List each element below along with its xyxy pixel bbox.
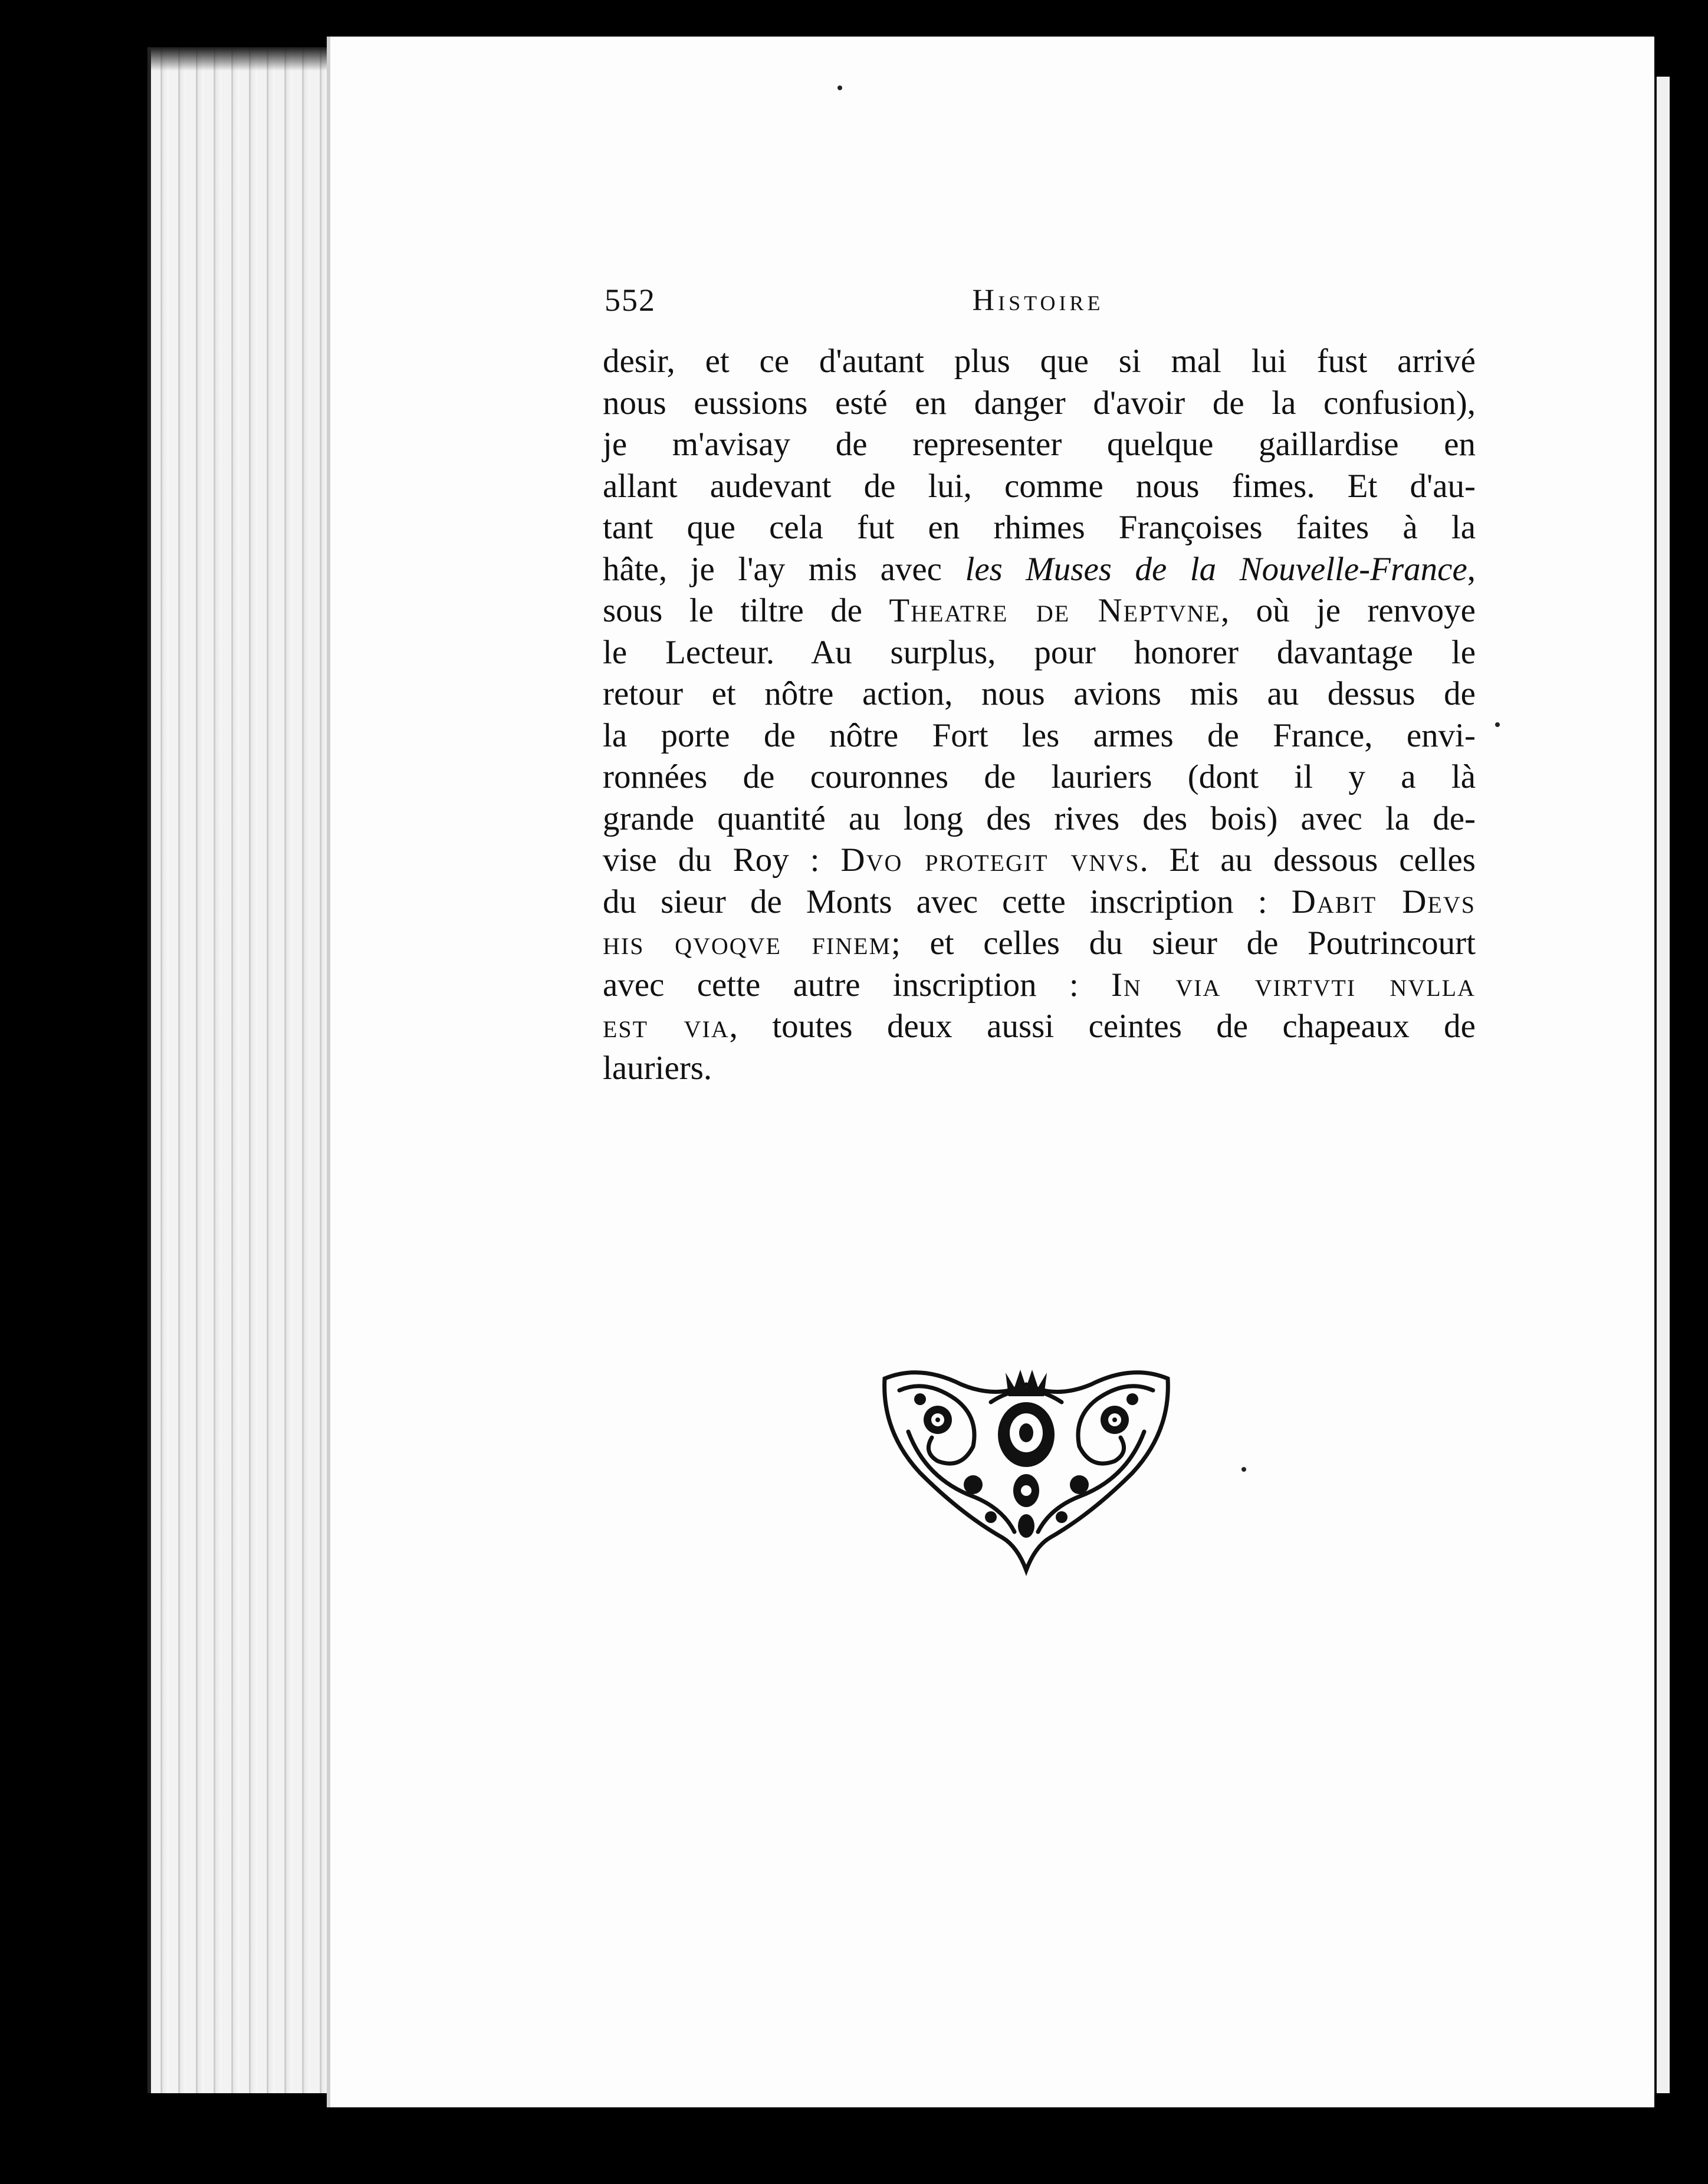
small-caps-inscription: his qvoqve finem (603, 925, 892, 962)
text-line (603, 673, 1476, 715)
small-caps-inscription: est via (603, 1008, 730, 1045)
text-segment: , où je renvoye (1220, 592, 1476, 629)
text-line (603, 507, 1476, 549)
text-line (603, 424, 1476, 466)
baroque-tailpiece-ornament-icon (873, 1367, 1180, 1579)
italic-title: les Muses de la Nouvelle-France (965, 550, 1467, 588)
text-segment: nous eussions esté en danger d'avoir de la confusion), (603, 384, 1476, 422)
scan-speck (1241, 1467, 1246, 1472)
text-segment: , toutes deux aussi ceintes de chapeaux de (729, 1008, 1476, 1045)
text-segment: le Lecteur. Au surplus, pour honorer davantage le (603, 633, 1476, 671)
text-line (603, 383, 1476, 425)
text-segment: lauriers. (603, 1049, 712, 1087)
text-line (603, 923, 1476, 965)
scan-speck (1495, 722, 1500, 727)
text-segment: ronnées de couronnes de lauriers (dont il y a là (603, 758, 1476, 795)
small-caps-inscription: In via virtvti nvlla (1111, 966, 1476, 1004)
small-caps-inscription: Theatre de Neptvne (889, 592, 1221, 629)
text-segment: avec cette autre inscription : (603, 966, 1112, 1004)
right-page-edge (1654, 77, 1670, 2093)
scan-speck (837, 85, 842, 90)
text-segment: desir, et ce d'autant plus que si mal lui fust arrivé (603, 343, 1476, 380)
text-segment: la porte de nôtre Fort les armes de France, envi- (603, 716, 1476, 754)
text-line (603, 1048, 1476, 1090)
small-caps-inscription: Dvo protegit vnvs (840, 841, 1140, 879)
text-line (603, 882, 1476, 923)
text-segment: , (1467, 550, 1476, 588)
text-line (603, 549, 1476, 591)
text-line (603, 466, 1476, 508)
text-segment: du sieur de Monts avec cette inscription : (603, 883, 1292, 920)
text-line (603, 840, 1476, 882)
text-line (603, 341, 1476, 383)
text-segment: grande quantité au long des rives des bois) avec la de- (603, 800, 1476, 837)
small-caps-inscription: Dabit Devs (1291, 883, 1476, 920)
text-segment: allant audevant de lui, comme nous fimes. Et d'au- (603, 467, 1476, 505)
text-segment: ; et celles du sieur de Poutrincourt (891, 925, 1476, 962)
text-segment: je m'avisay de representer quelque gaillardise en (603, 426, 1476, 463)
text-line (603, 1006, 1476, 1048)
text-line (603, 590, 1476, 632)
body-paragraph (603, 341, 1476, 1089)
text-segment: vise du Roy : (603, 841, 841, 879)
text-segment: retour et nôtre action, nous avions mis au dessus de (603, 675, 1476, 712)
page-header (605, 282, 1471, 329)
running-title: Histoire (972, 284, 1104, 317)
page-number: 552 (605, 282, 656, 318)
text-line (603, 756, 1476, 798)
text-line (603, 965, 1476, 1007)
text-line (603, 715, 1476, 757)
text-line (603, 632, 1476, 674)
text-segment: . Et au dessous celles (1139, 841, 1476, 879)
text-segment: hâte, je l'ay mis avec (603, 550, 965, 588)
text-segment: sous le tiltre de (603, 592, 889, 629)
text-segment: tant que cela fut en rhimes Françoises faites à la (603, 509, 1476, 546)
text-line (603, 798, 1476, 840)
